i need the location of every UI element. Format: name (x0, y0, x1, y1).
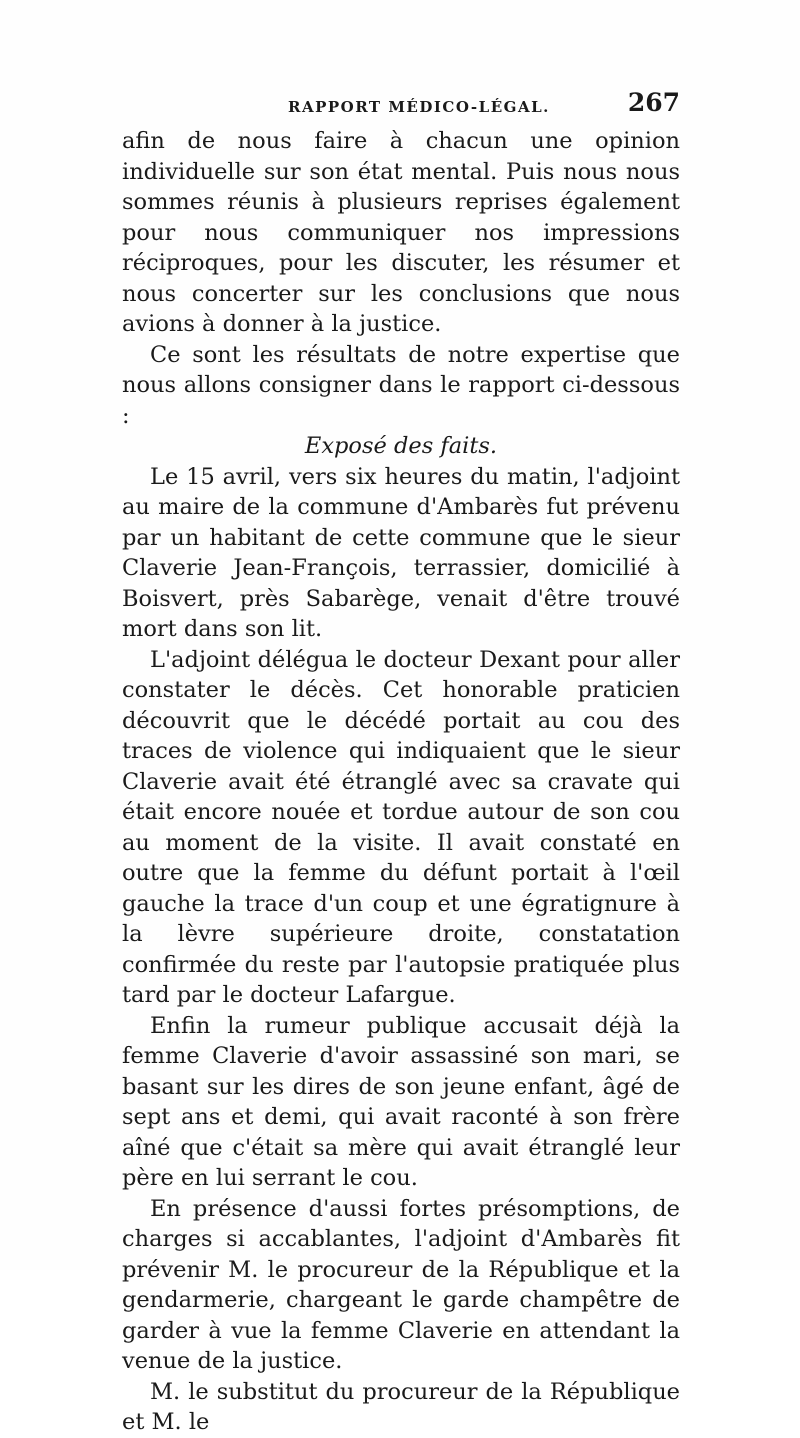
body-text (122, 126, 680, 1438)
paragraph: Le 15 avril, vers six heures du matin, l'adjoint au maire de la commune d'Ambarès fut prévenu par un habitant de cette commune que le sieur Claverie Jean-François, terrassier, domicilié à Boisvert, près Sabarège, venait d'être trouvé mort dans son lit. (122, 463, 680, 642)
page-header (128, 88, 680, 122)
page-number: 267 (627, 88, 680, 117)
section-title: Exposé des faits. (304, 433, 498, 459)
paragraph: En présence d'aussi fortes présomptions, de charges si accablantes, l'adjoint d'Ambarès fit prévenir M. le procureur de la République et la gendarmerie, chargeant le garde champêtre de garder à vue la femme Claverie en attendant la venue de la justice. (122, 1195, 680, 1374)
paragraph: Enfin la rumeur publique accusait déjà la femme Claverie d'avoir assassiné son mari, se basant sur les dires de son jeune enfant, âgé de sept ans et demi, qui avait raconté à son frère aîné que c'était sa mère qui avait étranglé leur père en lui serrant le cou. (122, 1012, 680, 1191)
paragraph: L'adjoint délégua le docteur Dexant pour aller constater le décès. Cet honorable praticien découvrit que le décédé portait au cou des traces de violence qui indiquaient que le sieur Claverie avait été étranglé avec sa cravate qui était encore nouée et tordue autour de son cou au moment de la visite. Il avait constaté en outre que la femme du défunt portait à l'œil gauche la trace d'un coup et une égratignure à la lèvre supérieure droite, constatation confirmée du reste par l'autopsie pratiquée plus tard par le docteur Lafargue. (122, 646, 680, 1008)
running-head: RAPPORT MÉDICO-LÉGAL. (288, 98, 550, 116)
paragraph: M. le substitut du procureur de la République et M. le (122, 1378, 680, 1435)
paragraph: Ce sont les résultats de notre expertise que nous allons consigner dans le rapport ci-dessous : (122, 341, 680, 429)
paragraph: afin de nous faire à chacun une opinion individuelle sur son état mental. Puis nous nous sommes réunis à plusieurs reprises également pour nous communiquer nos impressions réciproques, pour les discuter, les résumer et nous concerter sur les conclusions que nous avions à donner à la justice. (122, 128, 680, 337)
